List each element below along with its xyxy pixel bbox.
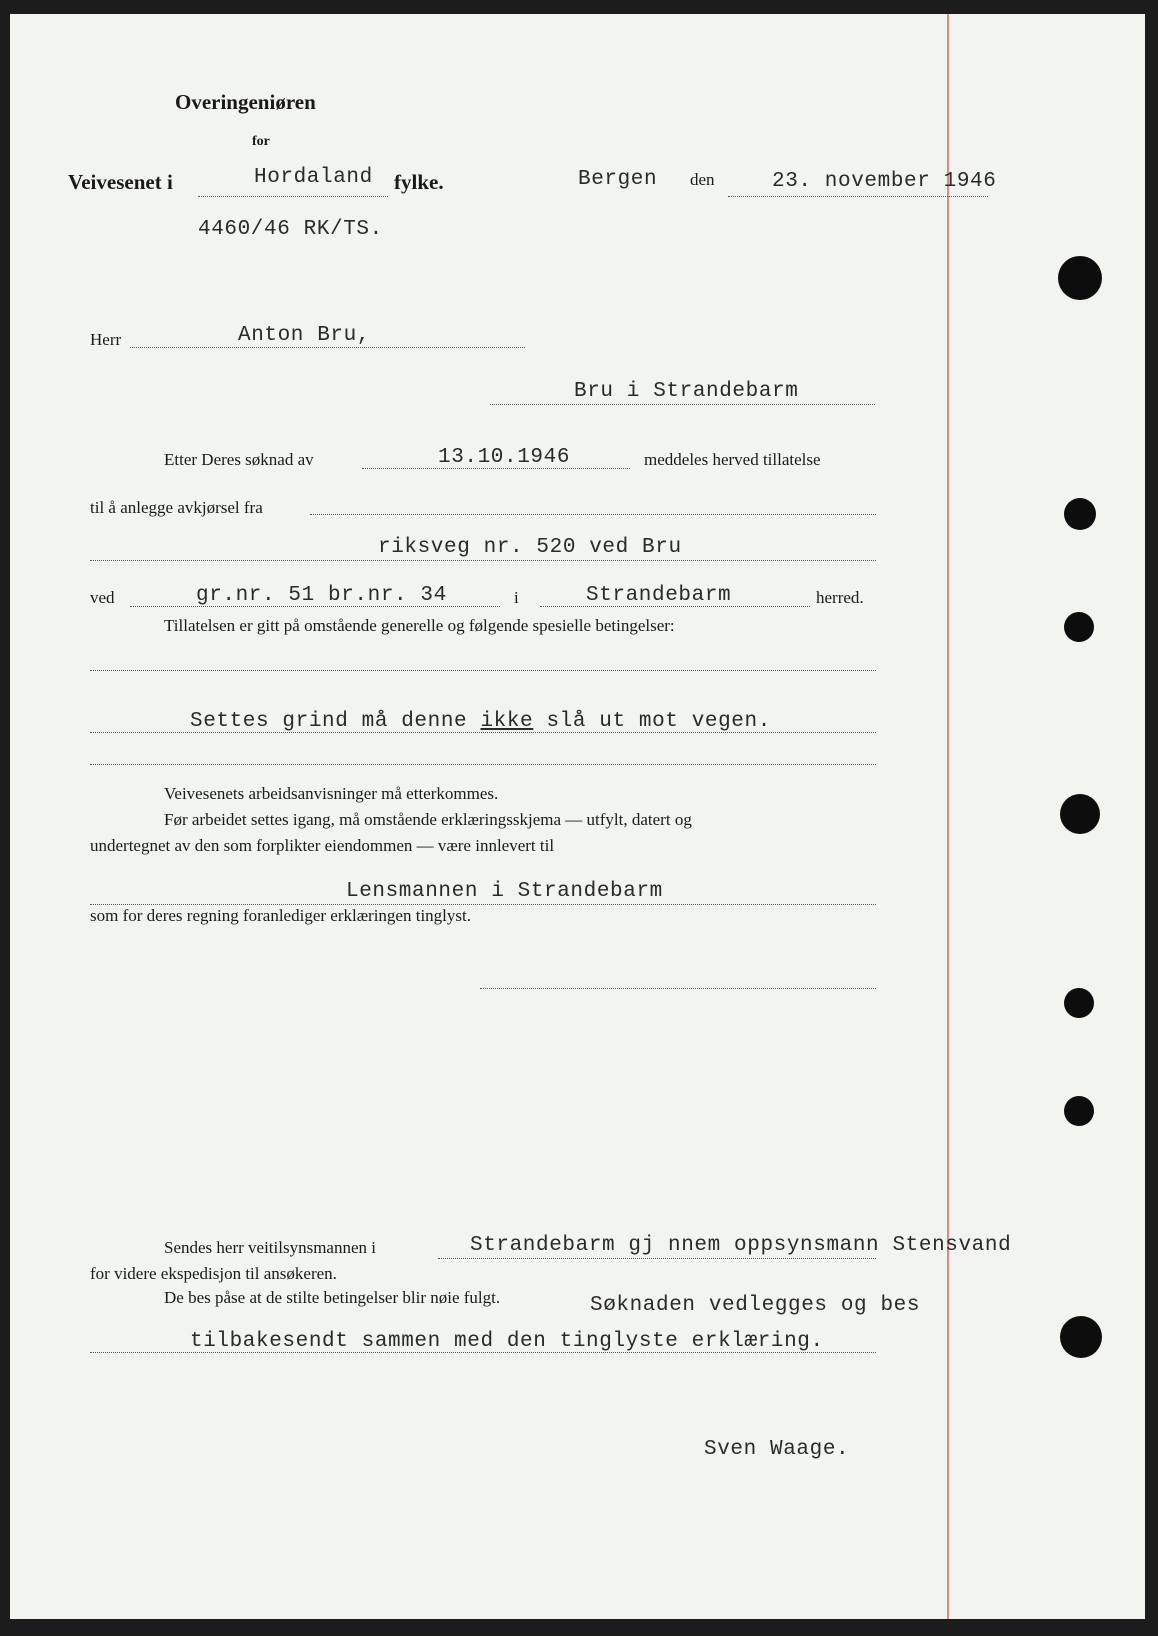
- registration-line: som for deres regning foranlediger erklæringen tinglyst.: [90, 906, 471, 925]
- expedition-line: for videre ekspedisjon til ansøkeren.: [90, 1264, 337, 1283]
- punch-hole: [1058, 256, 1102, 300]
- date-line: [728, 196, 988, 197]
- punch-hole: [1064, 988, 1094, 1018]
- punch-hole: [1064, 612, 1094, 642]
- county-suffix: fylke.: [394, 170, 444, 194]
- conditions-line-1: [90, 670, 876, 671]
- road: riksveg nr. 520 ved Bru: [378, 536, 682, 559]
- condition-part1: Settes grind må denne: [190, 710, 468, 733]
- salutation: Herr: [90, 330, 122, 349]
- recipient-address: Bru i Strandebarm: [574, 380, 799, 403]
- i-label: i: [514, 588, 519, 607]
- sendes-value: Strandebarm gj nnem oppsynsmann Stensvand: [470, 1234, 1012, 1257]
- special-condition: [190, 710, 771, 733]
- signature: Sven Waage.: [704, 1438, 850, 1461]
- county: Hordaland: [254, 166, 373, 189]
- declaration-line-2: undertegnet av den som forplikter eiendommen — være innlevert til: [90, 836, 555, 855]
- condition-part2: slå ut mot vegen.: [546, 710, 771, 733]
- sendes-label: Sendes herr veitilsynsmannen i: [164, 1238, 376, 1257]
- condition-emphasis: ikke: [480, 710, 534, 733]
- punch-hole: [1060, 1316, 1102, 1358]
- for-label: for: [252, 134, 270, 149]
- declaration-line-1: Før arbeidet settes igang, må omstående erklæringsskjema — utfylt, datert og: [164, 810, 692, 829]
- punch-hole: [1060, 794, 1100, 834]
- application-prefix: Etter Deres søknad av: [164, 450, 314, 469]
- reference-number: 4460/46 RK/TS.: [198, 218, 383, 241]
- note-line-1: Søknaden vedlegges og bes: [590, 1294, 921, 1317]
- city: Bergen: [578, 168, 658, 191]
- access-line: [310, 514, 876, 515]
- letter-page: [10, 14, 1145, 1619]
- instructions-line: Veivesenets arbeidsanvisninger må etterkommes.: [164, 784, 499, 803]
- date: 23. november 1946: [772, 170, 997, 193]
- road-line: [90, 560, 876, 561]
- authority: Lensmannen i Strandebarm: [346, 880, 663, 903]
- conditions-line-2: [90, 732, 876, 733]
- office-title: Overingeniøren: [175, 90, 316, 114]
- permission-text: meddeles herved tillatelse: [644, 450, 821, 469]
- conditions-line-3: [90, 764, 876, 765]
- recipient-name: Anton Bru,: [238, 324, 371, 347]
- municipality: Strandebarm: [586, 584, 732, 607]
- sendes-line: [438, 1258, 876, 1259]
- den-label: den: [690, 170, 715, 189]
- conditions-intro: Tillatelsen er gitt på omstående generelle og følgende spesielle betingelser:: [164, 616, 675, 635]
- conditions-check: De bes påse at de stilte betingelser blir nøie fulgt.: [164, 1288, 501, 1307]
- property: gr.nr. 51 br.nr. 34: [196, 584, 447, 607]
- agency-label: Veivesenet i: [68, 170, 173, 194]
- recipient-name-line: [130, 347, 525, 348]
- punch-hole: [1064, 1096, 1094, 1126]
- county-line: [198, 196, 388, 197]
- note-line-2: tilbakesendt sammen med den tinglyste erklæring.: [190, 1330, 824, 1353]
- red-margin-line: [947, 14, 949, 1619]
- recipient-address-line: [490, 404, 875, 405]
- signature-date-line: [480, 988, 876, 989]
- ved-label: ved: [90, 588, 115, 607]
- access-label: til å anlegge avkjørsel fra: [90, 498, 263, 517]
- application-date: 13.10.1946: [438, 446, 571, 469]
- note-line: [90, 1352, 876, 1353]
- herred-label: herred.: [816, 588, 864, 607]
- punch-hole: [1064, 498, 1096, 530]
- authority-line: [90, 904, 876, 905]
